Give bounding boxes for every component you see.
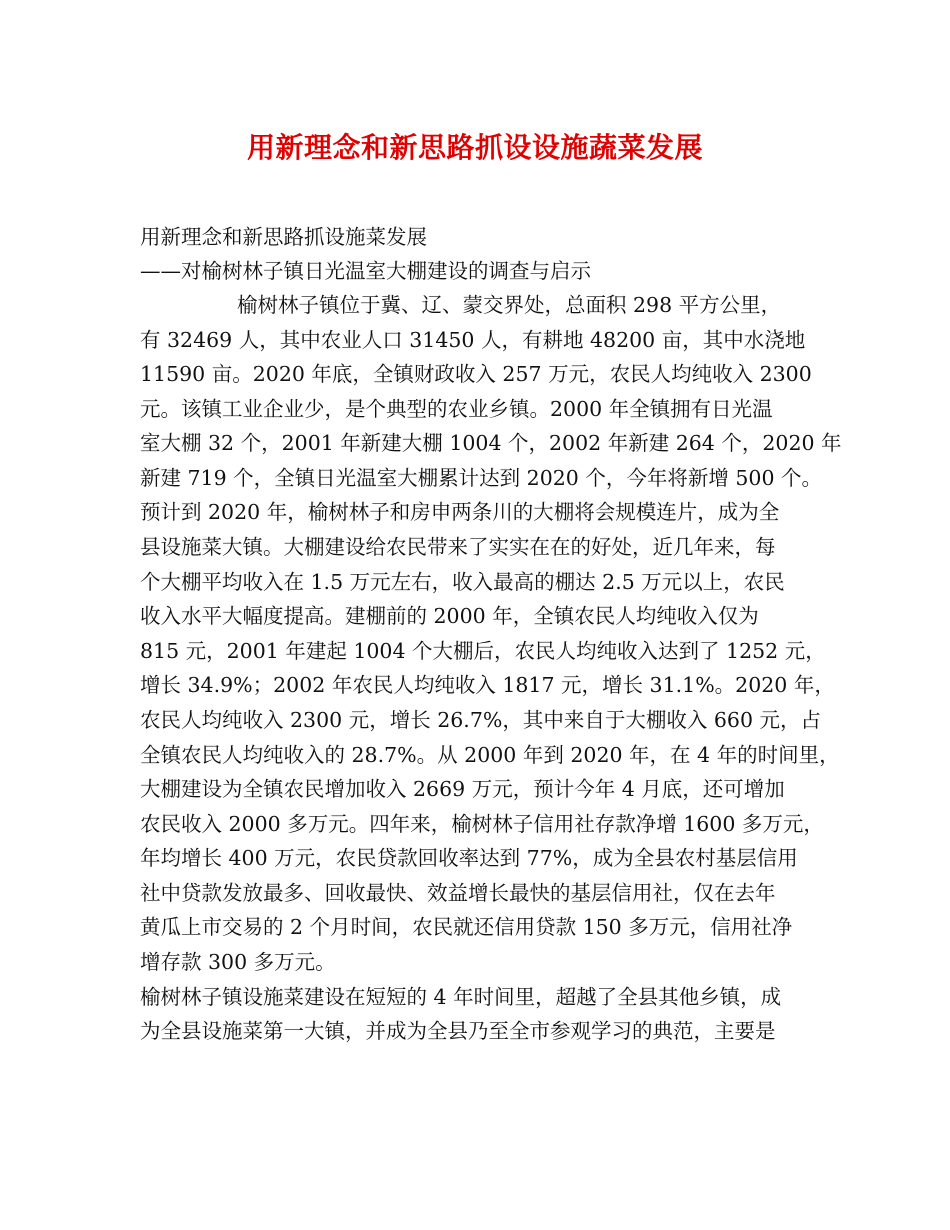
- body-text-line: 增存款 300 多万元。: [140, 950, 336, 974]
- document-title: 用新理念和新思路抓设设施蔬菜发展: [246, 131, 703, 164]
- body-text-line: 个大棚平均收入在 1.5 万元左右，收入最高的棚达 2.5 万元以上，农民: [140, 570, 785, 594]
- body-text-line: 预计到 2020 年，榆树林子和房申两条川的大棚将会规模连片，成为全: [140, 500, 780, 524]
- body-text-line: 社中贷款发放最多、回收最快、效益增长最快的基层信用社，仅在去年: [140, 881, 776, 905]
- body-text-line: 农民人均纯收入 2300 元，增长 26.7%，其中来自于大棚收入 660 元，占: [140, 708, 822, 732]
- body-text-line: 榆树林子镇位于冀、辽、蒙交界处，总面积 298 平方公里，: [237, 293, 782, 317]
- body-text-line: 全镇农民人均纯收入的 28.7%。从 2000 年到 2020 年，在 4 年的时间里，: [140, 743, 840, 767]
- body-text-line: 11590 亩。2020 年底，全镇财政收入 257 万元，农民人均纯收入 2300: [140, 362, 812, 386]
- body-text-line: 为全县设施菜第一大镇，并成为全县乃至全市参观学习的典范，主要是: [140, 1019, 776, 1043]
- body-text-line: 新建 719 个，全镇日光温室大棚累计达到 2020 个，今年将新增 500 个。: [140, 466, 823, 490]
- subtitle-line: ——对榆树林子镇日光温室大棚建设的调查与启示: [140, 259, 591, 283]
- body-text-line: 黄瓜上市交易的 2 个月时间，农民就还信用贷款 150 多万元，信用社净: [140, 915, 793, 939]
- body-text-line: 农民收入 2000 多万元。四年来，榆树林子信用社存款净增 1600 多万元，: [140, 812, 824, 836]
- subtitle-line: 用新理念和新思路抓设施菜发展: [140, 225, 427, 249]
- body-text-line: 收入水平大幅度提高。建棚前的 2000 年，全镇农民人均纯收入仅为: [140, 604, 759, 628]
- body-text-line: 年均增长 400 万元，农民贷款回收率达到 77%，成为全县农村基层信用: [140, 846, 798, 870]
- body-text-line: 大棚建设为全镇农民增加收入 2669 万元，预计今年 4 月底，还可增加: [140, 777, 785, 801]
- body-text-line: 有 32469 人，其中农业人口 31450 人，有耕地 48200 亩，其中水浇地: [140, 328, 806, 352]
- body-text-line: 县设施菜大镇。大棚建设给农民带来了实实在在的好处，近几年来，每: [140, 535, 776, 559]
- body-text-line: 室大棚 32 个，2001 年新建大棚 1004 个，2002 年新建 264 个，2020 年: [140, 431, 842, 455]
- body-text-line: 增长 34.9%；2002 年农民人均纯收入 1817 元，增长 31.1%。2020 年，: [140, 673, 835, 697]
- body-text-line: 榆树林子镇设施菜建设在短短的 4 年时间里，超越了全县其他乡镇，成: [140, 985, 782, 1009]
- body-text-line: 元。该镇工业企业少，是个典型的农业乡镇。2000 年全镇拥有日光温: [140, 397, 773, 421]
- body-text-line: 815 元，2001 年建起 1004 个大棚后，农民人均纯收入达到了 1252 元，: [140, 639, 826, 663]
